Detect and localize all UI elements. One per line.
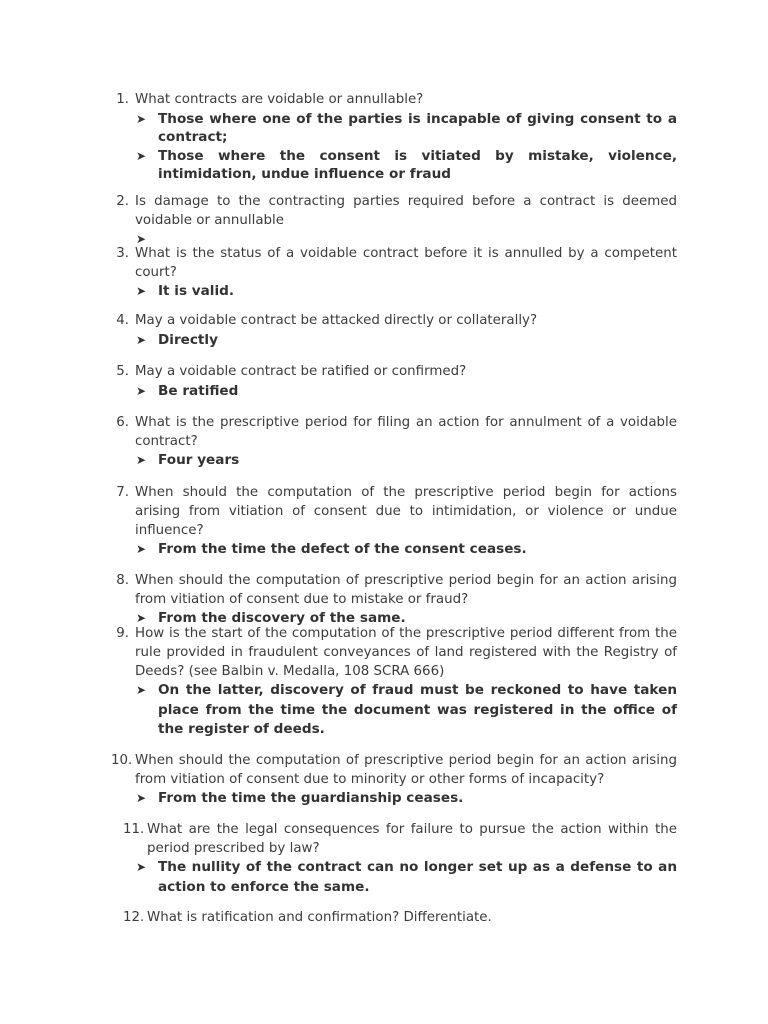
item-number: 4. bbox=[116, 313, 129, 328]
item-number: 10. bbox=[111, 753, 133, 768]
question bbox=[116, 483, 677, 540]
answer bbox=[136, 282, 677, 301]
arrow-bullet-icon: ➤ bbox=[136, 860, 147, 874]
item-number: 12. bbox=[123, 910, 145, 925]
qa-item-11 bbox=[0, 821, 768, 897]
item-number: 11. bbox=[123, 822, 145, 837]
answer bbox=[136, 540, 677, 559]
answer bbox=[136, 451, 677, 470]
arrow-bullet-icon: ➤ bbox=[136, 683, 147, 697]
answer-text: From the discovery of the same. bbox=[158, 610, 406, 626]
answer bbox=[136, 789, 677, 808]
arrow-bullet-icon: ➤ bbox=[136, 611, 147, 625]
question-text: What contracts are voidable or annullable? bbox=[135, 92, 424, 107]
answer bbox=[136, 230, 677, 246]
arrow-bullet-icon: ➤ bbox=[136, 453, 147, 467]
question bbox=[116, 624, 677, 681]
answer bbox=[136, 110, 677, 147]
question-text: When should the computation of the prescriptive period begin for actions arising from vitiation of consent due to intimidation, or violence or undue influence? bbox=[135, 485, 677, 538]
answer-text: Those where one of the parties is incapable of giving consent to a contract; bbox=[158, 110, 677, 145]
item-number: 1. bbox=[116, 92, 129, 107]
item-number: 9. bbox=[116, 626, 129, 641]
qa-item-6 bbox=[0, 414, 768, 470]
item-number: 7. bbox=[116, 485, 129, 500]
qa-item-10 bbox=[0, 752, 768, 808]
arrow-bullet-icon: ➤ bbox=[136, 542, 147, 556]
answer-text: Four years bbox=[158, 452, 240, 468]
question bbox=[123, 909, 677, 928]
question bbox=[116, 414, 677, 451]
answer bbox=[136, 681, 677, 740]
question bbox=[116, 312, 677, 331]
arrow-bullet-icon: ➤ bbox=[136, 791, 147, 805]
arrow-bullet-icon: ➤ bbox=[136, 284, 147, 298]
answer bbox=[136, 382, 677, 401]
answer-text: It is valid. bbox=[158, 283, 235, 299]
question bbox=[116, 363, 677, 382]
question-text: What are the legal consequences for failure to pursue the action within the period prescribed by law? bbox=[147, 822, 677, 856]
item-number: 2. bbox=[116, 194, 129, 209]
item-number: 3. bbox=[116, 246, 129, 261]
item-number: 8. bbox=[116, 573, 129, 588]
answer-text: From the time the guardianship ceases. bbox=[158, 790, 464, 806]
question-text: What is ratification and confirmation? Differentiate. bbox=[147, 910, 492, 925]
arrow-bullet-icon: ➤ bbox=[136, 332, 147, 347]
question bbox=[116, 245, 677, 282]
question-text: What is the prescriptive period for filing an action for annulment of a voidable contract? bbox=[135, 415, 677, 449]
question-text: When should the computation of prescriptive period begin for an action arising from vitiation of consent due to mistake or fraud? bbox=[135, 573, 677, 607]
qa-item-4 bbox=[0, 312, 768, 349]
arrow-bullet-icon: ➤ bbox=[136, 383, 147, 398]
qa-item-9 bbox=[0, 624, 768, 740]
question bbox=[116, 91, 677, 110]
qa-item-1 bbox=[0, 91, 768, 184]
item-number: 5. bbox=[116, 364, 129, 379]
question-text: How is the start of the computation of the prescriptive period different from the rule provided in fraudulent conveyances of land registered with the Registry of Deeds? (see Balbin v. Medalla, 108 SCRA 666) bbox=[135, 626, 677, 679]
arrow-bullet-icon: ➤ bbox=[136, 232, 147, 246]
qa-item-2 bbox=[0, 193, 768, 246]
question bbox=[111, 752, 677, 789]
answer-text: Those where the consent is vitiated by mistake, violence, intimidation, undue influence or fraud bbox=[158, 147, 677, 182]
question-text: May a voidable contract be attacked directly or collaterally? bbox=[135, 313, 538, 328]
answer-text: Directly bbox=[158, 331, 218, 348]
question bbox=[116, 572, 677, 609]
answer-text: Be ratified bbox=[158, 382, 239, 399]
question-text: May a voidable contract be ratified or confirmed? bbox=[135, 364, 467, 379]
item-number: 6. bbox=[116, 415, 129, 430]
answer bbox=[136, 147, 677, 184]
question bbox=[123, 821, 677, 858]
question-text: When should the computation of prescriptive period begin for an action arising from vitiation of consent due to minority or other forms of incapacity? bbox=[135, 753, 677, 787]
qa-item-7 bbox=[0, 483, 768, 559]
qa-item-5 bbox=[0, 363, 768, 400]
question-text: Is damage to the contracting parties required before a contract is deemed voidable or annullable bbox=[135, 194, 677, 228]
answer-text: The nullity of the contract can no longer set up as a defense to an action to enforce the same. bbox=[158, 859, 677, 895]
arrow-bullet-icon: ➤ bbox=[136, 148, 147, 163]
qa-item-3 bbox=[0, 245, 768, 301]
answer bbox=[136, 331, 677, 350]
answer-text: On the latter, discovery of fraud must be reckoned to have taken place from the time the document was registered in the office of the register of deeds. bbox=[158, 682, 677, 737]
qa-item-8 bbox=[0, 572, 768, 628]
question-text: What is the status of a voidable contract before it is annulled by a competent court? bbox=[135, 246, 677, 280]
answer bbox=[136, 858, 677, 897]
arrow-bullet-icon: ➤ bbox=[136, 111, 147, 126]
question bbox=[116, 193, 677, 230]
answer-text: From the time the defect of the consent ceases. bbox=[158, 541, 527, 557]
qa-item-12 bbox=[0, 909, 768, 928]
